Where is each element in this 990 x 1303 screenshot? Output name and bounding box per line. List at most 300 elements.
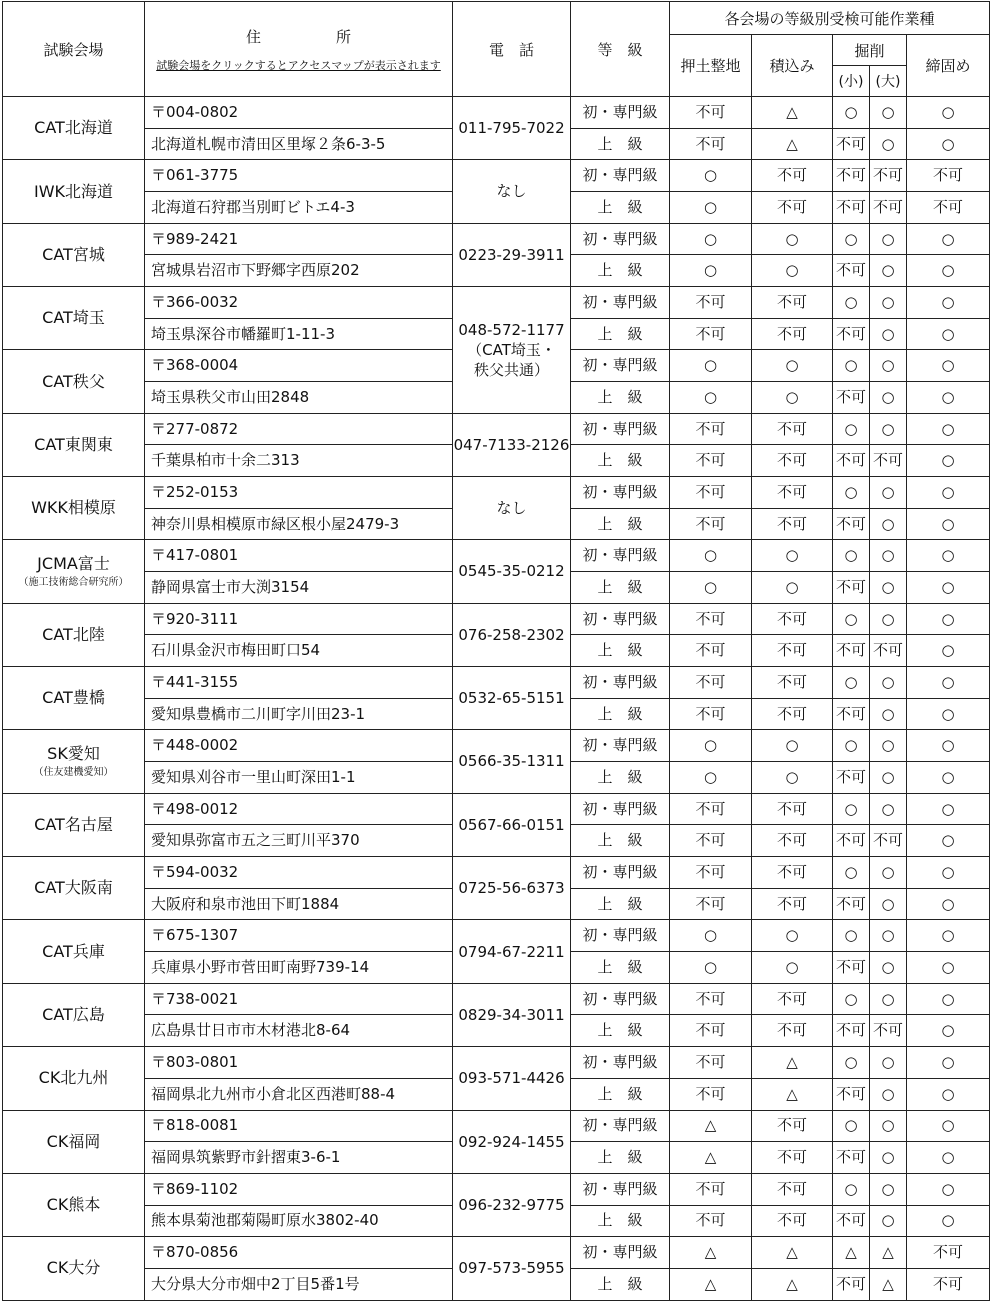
availability-tsumikomi: 不可 (752, 413, 833, 445)
availability-shime: ○ (907, 508, 990, 540)
address: 福岡県筑紫野市針摺東3-6-1 (145, 1142, 453, 1174)
availability-oshido: ○ (670, 952, 752, 984)
availability-oshido: ○ (670, 762, 752, 794)
availability-oshido: 不可 (670, 97, 752, 129)
venue-name-link[interactable] (3, 160, 145, 223)
availability-kussaku-small: 不可 (833, 382, 870, 414)
availability-shime: ○ (907, 382, 990, 414)
venue-name-link[interactable] (3, 1110, 145, 1173)
grade-upper: 上 級 (571, 508, 670, 540)
availability-kussaku-small: 不可 (833, 762, 870, 794)
grade-upper: 上 級 (571, 255, 670, 287)
availability-kussaku-small: ○ (833, 730, 870, 762)
availability-shime: ○ (907, 730, 990, 762)
availability-tsumikomi: 不可 (752, 1205, 833, 1237)
postal-code: 〒869-1102 (145, 1173, 453, 1205)
venue-name: CAT東関東 (34, 434, 113, 454)
availability-kussaku-small: ○ (833, 1047, 870, 1079)
venue-name-link[interactable] (3, 730, 145, 793)
availability-kussaku-small: ○ (833, 223, 870, 255)
availability-shime: ○ (907, 540, 990, 572)
phone-number: 0794-67-2211 (453, 920, 571, 983)
address: 北海道札幌市清田区里塚２条6-3-5 (145, 128, 453, 160)
availability-kussaku-small: ○ (833, 603, 870, 635)
address-header (145, 2, 453, 97)
venue-name-link[interactable] (3, 97, 145, 160)
address: 北海道石狩郡当別町ビトエ4-3 (145, 192, 453, 224)
availability-tsumikomi: △ (752, 97, 833, 129)
grade-upper: 上 級 (571, 698, 670, 730)
address-header-label: 住 所 (245, 27, 381, 46)
venue-name: CAT秩父 (42, 371, 105, 391)
availability-kussaku-large: ○ (870, 318, 907, 350)
grade-upper: 上 級 (571, 1078, 670, 1110)
availability-shime: ○ (907, 1173, 990, 1205)
address: 石川県金沢市梅田町口54 (145, 635, 453, 667)
availability-kussaku-large: ○ (870, 572, 907, 604)
availability-oshido: △ (670, 1142, 752, 1174)
availability-shime: 不可 (907, 160, 990, 192)
grade-header: 等 級 (571, 2, 670, 97)
availability-oshido: 不可 (670, 128, 752, 160)
availability-oshido: ○ (670, 192, 752, 224)
availability-shime: ○ (907, 128, 990, 160)
availability-oshido: 不可 (670, 1047, 752, 1079)
availability-shime: ○ (907, 952, 990, 984)
table-row (3, 160, 990, 192)
availability-kussaku-small: 不可 (833, 128, 870, 160)
venue-name: CAT宮城 (42, 244, 105, 264)
availability-kussaku-small: 不可 (833, 888, 870, 920)
availability-tsumikomi: 不可 (752, 477, 833, 509)
col-oshido-header: 押土整地 (670, 35, 752, 97)
grade-upper: 上 級 (571, 1268, 670, 1300)
availability-kussaku-large: ○ (870, 1142, 907, 1174)
availability-shime: ○ (907, 667, 990, 699)
phone-number: なし (453, 160, 571, 223)
availability-kussaku-small: 不可 (833, 572, 870, 604)
availability-kussaku-small: ○ (833, 413, 870, 445)
availability-kussaku-large: ○ (870, 255, 907, 287)
availability-shime: ○ (907, 635, 990, 667)
address: 愛知県刈谷市一里山町深田1-1 (145, 762, 453, 794)
availability-kussaku-large: 不可 (870, 1015, 907, 1047)
availability-oshido: 不可 (670, 1205, 752, 1237)
table-row (3, 1047, 990, 1079)
venue-name: CAT豊橋 (42, 688, 105, 708)
venue-name-link[interactable] (3, 857, 145, 920)
availability-kussaku-small: ○ (833, 667, 870, 699)
venue-name: IWK北海道 (33, 181, 114, 201)
postal-code: 〒417-0801 (145, 540, 453, 572)
address: 福岡県北九州市小倉北区西港町88-4 (145, 1078, 453, 1110)
availability-tsumikomi: ○ (752, 223, 833, 255)
availability-oshido: 不可 (670, 825, 752, 857)
availability-shime: ○ (907, 223, 990, 255)
venue-name: SK愛知 (47, 743, 100, 763)
grade-beginner: 初・専門級 (571, 97, 670, 129)
availability-kussaku-large: ○ (870, 762, 907, 794)
grade-upper: 上 級 (571, 318, 670, 350)
availability-kussaku-large: ○ (870, 128, 907, 160)
availability-tsumikomi: 不可 (752, 603, 833, 635)
availability-oshido: 不可 (670, 1173, 752, 1205)
venue-name-link[interactable] (3, 603, 145, 666)
availability-tsumikomi: ○ (752, 255, 833, 287)
availability-kussaku-large: 不可 (870, 192, 907, 224)
availability-oshido: 不可 (670, 318, 752, 350)
venue-name-link[interactable] (3, 667, 145, 730)
availability-kussaku-small: ○ (833, 1173, 870, 1205)
venue-table (2, 1, 990, 1301)
availability-kussaku-large: 不可 (870, 445, 907, 477)
table-row (3, 287, 990, 319)
availability-oshido: ○ (670, 255, 752, 287)
phone-number: 047-7133-2126 (453, 413, 571, 476)
availability-tsumikomi: 不可 (752, 857, 833, 889)
venue-name-link[interactable] (3, 920, 145, 983)
venue-subname: （施工技術総合研究所） (18, 576, 129, 588)
availability-oshido: △ (670, 1268, 752, 1300)
work-types-header: 各会場の等級別受検可能作業種 (670, 2, 990, 35)
venue-name-link[interactable] (3, 287, 145, 350)
col-kussaku-header: 掘削 (833, 35, 907, 66)
table-row (3, 667, 990, 699)
phone-number: 0829-34-3011 (453, 983, 571, 1046)
availability-kussaku-large: 不可 (870, 635, 907, 667)
availability-tsumikomi: 不可 (752, 1015, 833, 1047)
postal-code: 〒252-0153 (145, 477, 453, 509)
availability-kussaku-small: 不可 (833, 1078, 870, 1110)
availability-oshido: ○ (670, 920, 752, 952)
venue-name: CAT大阪南 (34, 878, 113, 898)
availability-oshido: ○ (670, 382, 752, 414)
availability-oshido: ○ (670, 223, 752, 255)
phone-number: 093-571-4426 (453, 1047, 571, 1110)
availability-oshido: 不可 (670, 413, 752, 445)
availability-shime: ○ (907, 825, 990, 857)
availability-kussaku-small: ○ (833, 983, 870, 1015)
availability-shime: ○ (907, 762, 990, 794)
col-kussaku-small-header: (小) (833, 66, 870, 97)
availability-shime: ○ (907, 445, 990, 477)
availability-kussaku-large: ○ (870, 793, 907, 825)
availability-oshido: ○ (670, 730, 752, 762)
address: 広島県廿日市市木材港北8-64 (145, 1015, 453, 1047)
grade-upper: 上 級 (571, 825, 670, 857)
venue-name-link[interactable] (3, 223, 145, 286)
venue-name-link[interactable] (3, 1237, 145, 1300)
availability-oshido: 不可 (670, 698, 752, 730)
phone-number: 011-795-7022 (453, 97, 571, 160)
postal-code: 〒870-0856 (145, 1237, 453, 1269)
availability-kussaku-large: 不可 (870, 160, 907, 192)
availability-oshido: ○ (670, 160, 752, 192)
grade-beginner: 初・専門級 (571, 413, 670, 445)
availability-oshido: ○ (670, 540, 752, 572)
availability-kussaku-small: 不可 (833, 192, 870, 224)
availability-oshido: 不可 (670, 793, 752, 825)
availability-kussaku-small: ○ (833, 477, 870, 509)
address: 愛知県豊橋市二川町字川田23-1 (145, 698, 453, 730)
availability-kussaku-small: 不可 (833, 1205, 870, 1237)
venue-subname: （住友建機愛知） (33, 766, 114, 778)
availability-kussaku-large: ○ (870, 920, 907, 952)
venue-name-link[interactable] (3, 350, 145, 413)
availability-shime: ○ (907, 1110, 990, 1142)
grade-upper: 上 級 (571, 635, 670, 667)
availability-oshido: △ (670, 1237, 752, 1269)
availability-kussaku-small: 不可 (833, 160, 870, 192)
address: 大分県大分市畑中2丁目5番1号 (145, 1268, 453, 1300)
availability-oshido: 不可 (670, 635, 752, 667)
availability-kussaku-large: ○ (870, 983, 907, 1015)
availability-kussaku-large: ○ (870, 1173, 907, 1205)
availability-kussaku-large: ○ (870, 603, 907, 635)
availability-tsumikomi: 不可 (752, 983, 833, 1015)
availability-oshido: 不可 (670, 477, 752, 509)
table-row (3, 730, 990, 762)
grade-beginner: 初・専門級 (571, 287, 670, 319)
grade-upper: 上 級 (571, 192, 670, 224)
postal-code: 〒989-2421 (145, 223, 453, 255)
availability-tsumikomi: ○ (752, 920, 833, 952)
availability-tsumikomi: 不可 (752, 698, 833, 730)
shared-phone-number: 048-572-1177 (458, 320, 565, 339)
grade-beginner: 初・専門級 (571, 603, 670, 635)
grade-upper: 上 級 (571, 1205, 670, 1237)
availability-kussaku-small: 不可 (833, 508, 870, 540)
venue-name-link[interactable] (3, 793, 145, 856)
col-tsumikomi-header: 積込み (752, 35, 833, 97)
availability-kussaku-small: ○ (833, 350, 870, 382)
venue-name: CAT北陸 (42, 624, 105, 644)
postal-code: 〒738-0021 (145, 983, 453, 1015)
availability-oshido: 不可 (670, 1078, 752, 1110)
address: 兵庫県小野市菅田町南野739-14 (145, 952, 453, 984)
availability-oshido: 不可 (670, 1015, 752, 1047)
availability-tsumikomi: 不可 (752, 825, 833, 857)
postal-code: 〒366-0032 (145, 287, 453, 319)
venue-name-link[interactable] (3, 1047, 145, 1110)
availability-shime: ○ (907, 572, 990, 604)
availability-kussaku-large: ○ (870, 667, 907, 699)
availability-shime: 不可 (907, 1237, 990, 1269)
availability-oshido: 不可 (670, 445, 752, 477)
postal-code: 〒803-0801 (145, 1047, 453, 1079)
availability-tsumikomi: 不可 (752, 1110, 833, 1142)
availability-tsumikomi: ○ (752, 382, 833, 414)
grade-upper: 上 級 (571, 445, 670, 477)
venue-name: CAT兵庫 (42, 941, 105, 961)
phone-number: なし (453, 477, 571, 540)
availability-shime: ○ (907, 1078, 990, 1110)
availability-shime: 不可 (907, 1268, 990, 1300)
availability-tsumikomi: 不可 (752, 1173, 833, 1205)
availability-tsumikomi: 不可 (752, 1142, 833, 1174)
venue-name: CAT広島 (42, 1004, 105, 1024)
availability-kussaku-large: ○ (870, 1110, 907, 1142)
availability-kussaku-large: ○ (870, 287, 907, 319)
availability-shime: ○ (907, 287, 990, 319)
availability-kussaku-small: 不可 (833, 1142, 870, 1174)
address: 千葉県柏市十余二313 (145, 445, 453, 477)
venue-name-link[interactable] (3, 540, 145, 603)
phone-number: 0566-35-1311 (453, 730, 571, 793)
availability-oshido: 不可 (670, 983, 752, 1015)
access-map-note-link[interactable]: 試験会場をクリックするとアクセスマップが表示されます (156, 58, 441, 72)
postal-code: 〒061-3775 (145, 160, 453, 192)
availability-shime: ○ (907, 350, 990, 382)
availability-oshido: 不可 (670, 857, 752, 889)
availability-kussaku-large: ○ (870, 540, 907, 572)
availability-kussaku-large: △ (870, 1268, 907, 1300)
availability-kussaku-large: ○ (870, 1078, 907, 1110)
address: 埼玉県秩父市山田2848 (145, 382, 453, 414)
col-kussaku-large-header: (大) (870, 66, 907, 97)
grade-beginner: 初・専門級 (571, 160, 670, 192)
availability-kussaku-small: ○ (833, 287, 870, 319)
address: 熊本県菊池郡菊陽町原水3802-40 (145, 1205, 453, 1237)
availability-kussaku-small: 不可 (833, 445, 870, 477)
grade-beginner: 初・専門級 (571, 857, 670, 889)
availability-tsumikomi: ○ (752, 572, 833, 604)
availability-kussaku-large: ○ (870, 223, 907, 255)
venue-name-link[interactable] (3, 1173, 145, 1236)
availability-tsumikomi: ○ (752, 952, 833, 984)
shared-phone-note-line1: （CAT埼玉・ (467, 340, 556, 359)
availability-kussaku-large: ○ (870, 1205, 907, 1237)
availability-shime: ○ (907, 1142, 990, 1174)
table-row (3, 857, 990, 889)
table-row (3, 413, 990, 445)
postal-code: 〒920-3111 (145, 603, 453, 635)
table-row (3, 1110, 990, 1142)
phone-number: 0725-56-6373 (453, 857, 571, 920)
venue-name-link[interactable] (3, 477, 145, 540)
postal-code: 〒368-0004 (145, 350, 453, 382)
table-row (3, 97, 990, 129)
phone-number: 0545-35-0212 (453, 540, 571, 603)
availability-oshido: ○ (670, 350, 752, 382)
availability-kussaku-large: ○ (870, 888, 907, 920)
availability-kussaku-small: 不可 (833, 255, 870, 287)
availability-kussaku-large: ○ (870, 350, 907, 382)
postal-code: 〒818-0081 (145, 1110, 453, 1142)
availability-tsumikomi: △ (752, 1237, 833, 1269)
availability-kussaku-small: ○ (833, 97, 870, 129)
availability-shime: ○ (907, 888, 990, 920)
table-row (3, 983, 990, 1015)
availability-shime: ○ (907, 477, 990, 509)
grade-beginner: 初・専門級 (571, 350, 670, 382)
venue-name-link[interactable] (3, 983, 145, 1046)
phone-number: 0567-66-0151 (453, 793, 571, 856)
address: 埼玉県深谷市幡羅町1-11-3 (145, 318, 453, 350)
availability-tsumikomi: △ (752, 1047, 833, 1079)
grade-beginner: 初・専門級 (571, 1237, 670, 1269)
grade-beginner: 初・専門級 (571, 1047, 670, 1079)
availability-shime: ○ (907, 1047, 990, 1079)
availability-tsumikomi: 不可 (752, 508, 833, 540)
venue-name: JCMA富士 (37, 553, 110, 573)
venue-name: CK大分 (46, 1258, 101, 1278)
grade-upper: 上 級 (571, 888, 670, 920)
availability-tsumikomi: 不可 (752, 793, 833, 825)
table-row (3, 793, 990, 825)
address: 神奈川県相模原市緑区根小屋2479-3 (145, 508, 453, 540)
phone-number: 076-258-2302 (453, 603, 571, 666)
grade-upper: 上 級 (571, 128, 670, 160)
address: 愛知県弥富市五之三町川平370 (145, 825, 453, 857)
availability-tsumikomi: ○ (752, 540, 833, 572)
availability-shime: ○ (907, 603, 990, 635)
table-row (3, 540, 990, 572)
grade-upper: 上 級 (571, 1142, 670, 1174)
availability-shime: ○ (907, 1205, 990, 1237)
availability-tsumikomi: 不可 (752, 287, 833, 319)
grade-upper: 上 級 (571, 762, 670, 794)
grade-upper: 上 級 (571, 382, 670, 414)
venue-name-link[interactable] (3, 413, 145, 476)
availability-oshido: 不可 (670, 667, 752, 699)
availability-kussaku-small: ○ (833, 857, 870, 889)
availability-shime: ○ (907, 318, 990, 350)
availability-shime: ○ (907, 97, 990, 129)
availability-kussaku-small: 不可 (833, 318, 870, 350)
phone-number: 096-232-9775 (453, 1173, 571, 1236)
availability-shime: ○ (907, 255, 990, 287)
availability-oshido: 不可 (670, 603, 752, 635)
grade-upper: 上 級 (571, 1015, 670, 1047)
availability-kussaku-small: 不可 (833, 698, 870, 730)
availability-kussaku-large: ○ (870, 1047, 907, 1079)
availability-shime: ○ (907, 857, 990, 889)
availability-tsumikomi: 不可 (752, 635, 833, 667)
phone-header: 電 話 (453, 2, 571, 97)
grade-beginner: 初・専門級 (571, 920, 670, 952)
availability-kussaku-small: ○ (833, 1110, 870, 1142)
table-row (3, 603, 990, 635)
grade-beginner: 初・専門級 (571, 983, 670, 1015)
grade-beginner: 初・専門級 (571, 1173, 670, 1205)
availability-tsumikomi: △ (752, 1078, 833, 1110)
venue-header: 試験会場 (3, 2, 145, 97)
venue-name: CAT名古屋 (34, 814, 113, 834)
grade-beginner: 初・専門級 (571, 223, 670, 255)
availability-shime: ○ (907, 698, 990, 730)
postal-code: 〒277-0872 (145, 413, 453, 445)
shared-phone-note-line2: 秩父共通） (473, 361, 549, 379)
phone-number: 0223-29-3911 (453, 223, 571, 286)
availability-kussaku-small: △ (833, 1237, 870, 1269)
availability-kussaku-large: ○ (870, 508, 907, 540)
availability-oshido: 不可 (670, 287, 752, 319)
availability-kussaku-large: ○ (870, 97, 907, 129)
availability-shime: ○ (907, 413, 990, 445)
col-shime-header: 締固め (907, 35, 990, 97)
availability-tsumikomi: ○ (752, 730, 833, 762)
grade-beginner: 初・専門級 (571, 730, 670, 762)
grade-beginner: 初・専門級 (571, 667, 670, 699)
availability-oshido: ○ (670, 572, 752, 604)
phone-number: 0532-65-5151 (453, 667, 571, 730)
venue-name: WKK相模原 (31, 498, 116, 518)
availability-oshido: △ (670, 1110, 752, 1142)
availability-kussaku-large: ○ (870, 857, 907, 889)
availability-kussaku-large: ○ (870, 413, 907, 445)
availability-tsumikomi: 不可 (752, 445, 833, 477)
